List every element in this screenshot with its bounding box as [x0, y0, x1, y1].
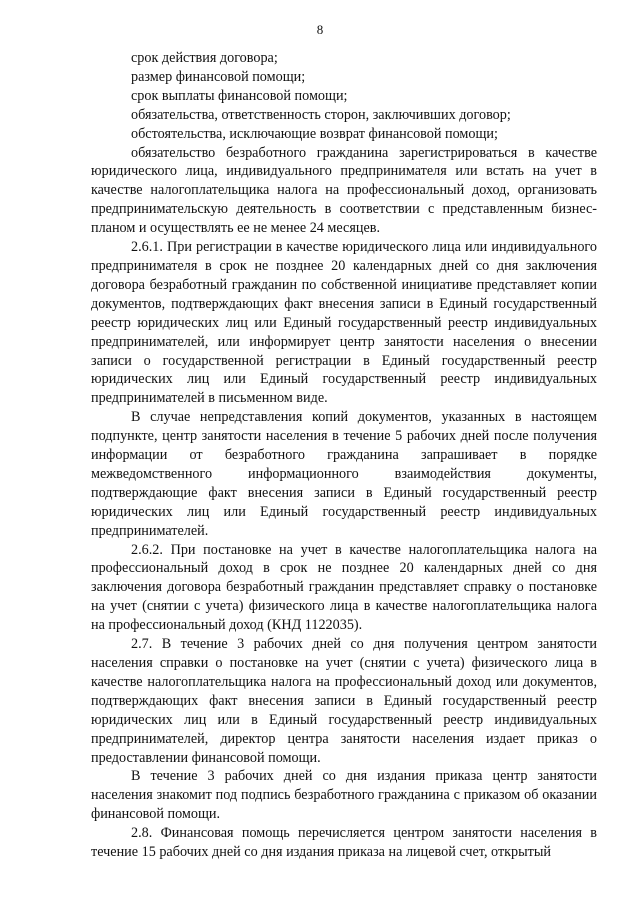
paragraph-registration-obligation: обязательство безработного гражданина зарегистрироваться в качестве юридического лица, индивидуального предпринимателя или встать на учет в качестве налогоплательщика налога на профессиональный доход, организовать предпринимательскую деятельность в соответствии с представленным бизнес-планом и осуществлять ее не менее 24 месяцев.	[91, 144, 597, 237]
paragraph-acquaintance: В течение 3 рабочих дней со дня издания приказа центр занятости населения знакомит под подпись безработного гражданина с приказом об оказании финансовой помощи.	[91, 768, 597, 823]
list-item-exclusions: обстоятельства, исключающие возврат финансовой помощи;	[131, 125, 498, 142]
list-item-contract-term: срок действия договора;	[131, 50, 278, 66]
page-number: 8	[316, 22, 324, 37]
paragraph-2-6-2: 2.6.2. При постановке на учет в качестве налогоплательщика налога на профессиональный доход в срок не позднее 20 календарных дней со дня заключения договора безработный гражданин представляет справку о постановке на учет (снятии с учета) физического лица в качестве налогоплательщика налога на профессиональный доход (КНД 1122035).	[91, 541, 597, 634]
list-item-obligations: обязательства, ответственность сторон, заключивших договор;	[131, 106, 511, 123]
paragraph-2-8: 2.8. Финансовая помощь перечисляется центром занятости населения в течение 15 рабочих дней со дня издания приказа на лицевой счет, открытый	[91, 825, 597, 861]
paragraph-2-6-1: 2.6.1. При регистрации в качестве юридического лица или индивидуального предпринимателя в срок не позднее 20 календарных дней со дня заключения договора безработный гражданин по собственной инициативе представляет копии документов, подтверждающих факт внесения записи в Единый государственный реестр юридических лиц или Единый государственный реестр индивидуальных предпринимателей, или информирует центр занятости населения о внесении записи о государственной регистрации в Единый государственный реестр юридических лиц или Единый государственный реестр индивидуальных предпринимателей в письменном виде.	[91, 239, 597, 407]
document-body	[91, 49, 597, 862]
paragraph-2-7: 2.7. В течение 3 рабочих дней со дня получения центром занятости населения справки о постановке на учет (снятии с учета) физического лица в качестве налогоплательщика налога на профессиональный доход или документов, подтверждающих факт внесения записи в Единый государственный реестр юридических лиц или в Единый государственный реестр индивидуальных предпринимателей, директор центра занятости населения издает приказ о предоставлении финансовой помощи.	[91, 636, 597, 766]
list-item-payment-term: срок выплаты финансовой помощи;	[131, 87, 348, 104]
list-item-aid-amount: размер финансовой помощи;	[131, 68, 306, 85]
paragraph-non-submission: В случае непредставления копий документов, указанных в настоящем подпункте, центр занятости населения в течение 5 рабочих дней после получения информации от безработного гражданина запрашивает в порядке межведомственного информационного взаимодействия документы, подтверждающие факт внесения записи в Единый государственный реестр юридических лиц или Единый государственный реестр индивидуальных предпринимателей.	[91, 409, 597, 539]
